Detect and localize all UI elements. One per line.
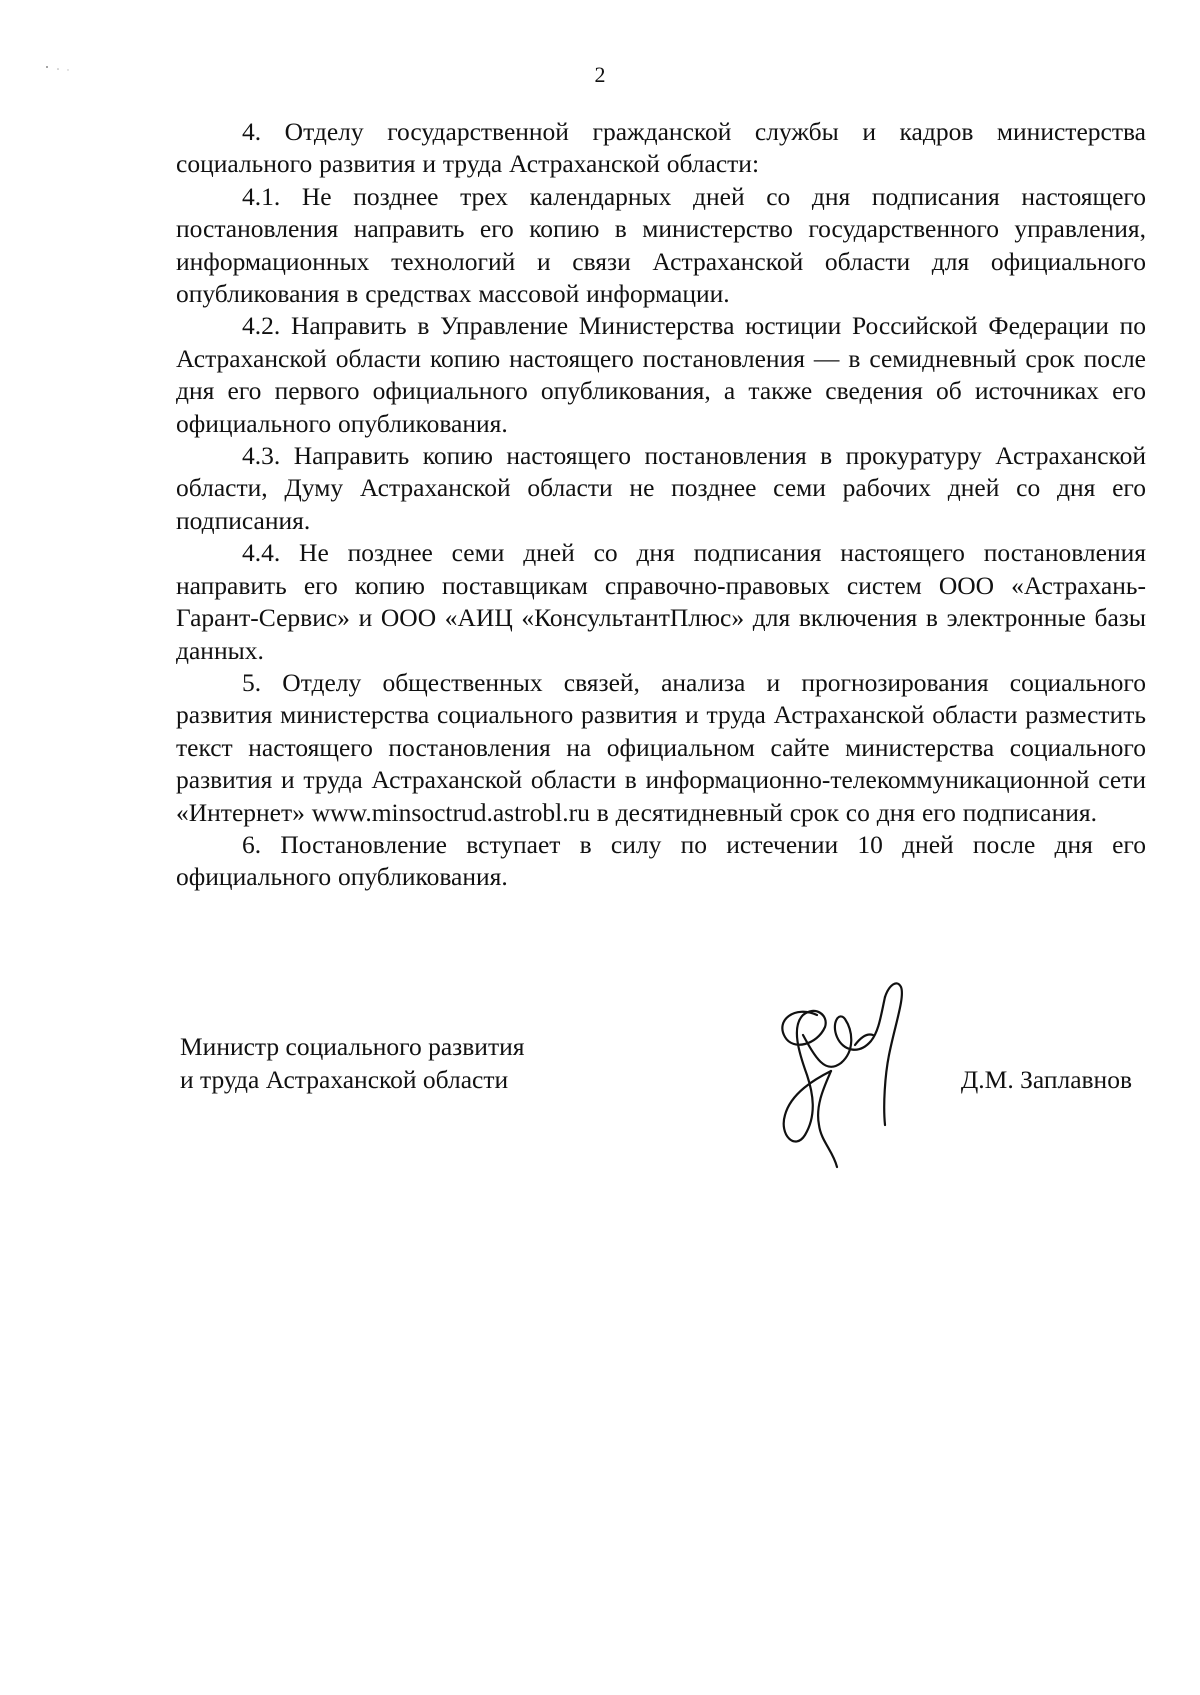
paragraph-4: 4. Отделу государственной гражданской службы и кадров министерства социального развития и труда Астраханской области: (176, 117, 1146, 179)
signatory-title-line-2: и труда Астраханской области (180, 1065, 509, 1094)
signatory-title (180, 1030, 524, 1096)
signatory-name: Д.М. Заплавнов (960, 1065, 1132, 1094)
paragraph-6: 6. Постановление вступает в силу по истечении 10 дней после дня его официального опубликования. (176, 829, 1146, 892)
signature-block (180, 1030, 1140, 1180)
signatory-title-line-1: Министр социального развития (180, 1032, 525, 1061)
page-number: 2 (594, 62, 606, 87)
paragraph-4-2: 4.2. Направить в Управление Министерства юстиции Российской Федерации по Астраханской области копию настоящего постановления — в семидневный срок после дня его первого официального опубликования, а также сведения об источниках его официального опубликования. (176, 311, 1146, 438)
paragraph-4-1: 4.1. Не позднее трех календарных дней со дня подписания настоящего постановления направить его копию в министерство государственного управления, информационных технологий и связи Астраханской области для официального опубликования в средствах массовой информации. (176, 181, 1146, 309)
handwritten-signature-icon (755, 975, 925, 1175)
document-body (176, 116, 1146, 894)
paragraph-4-3: 4.3. Направить копию настоящего постановления в прокуратуру Астраханской области, Думу Астраханской области не позднее семи рабочих дней со дня его подписания. (176, 441, 1146, 535)
paragraph-4-4: 4.4. Не позднее семи дней со дня подписания настоящего постановления направить его копию поставщикам справочно-правовых систем ООО «Астрахань-Гарант-Сервис» и ООО «АИЦ «КонсультантПлюс» для включения в электронные базы данных. (176, 538, 1146, 665)
paragraph-5: 5. Отделу общественных связей, анализа и прогнозирования социального развития министерства социального развития и труда Астраханской области разместить текст настоящего постановления на официальном сайте министерства социального развития и труда Астраханской области в информационно-телекоммуникационной сети «Интернет» www.minsoctrud.astrobl.ru в десятидневный срок со дня его подписания. (176, 667, 1146, 827)
